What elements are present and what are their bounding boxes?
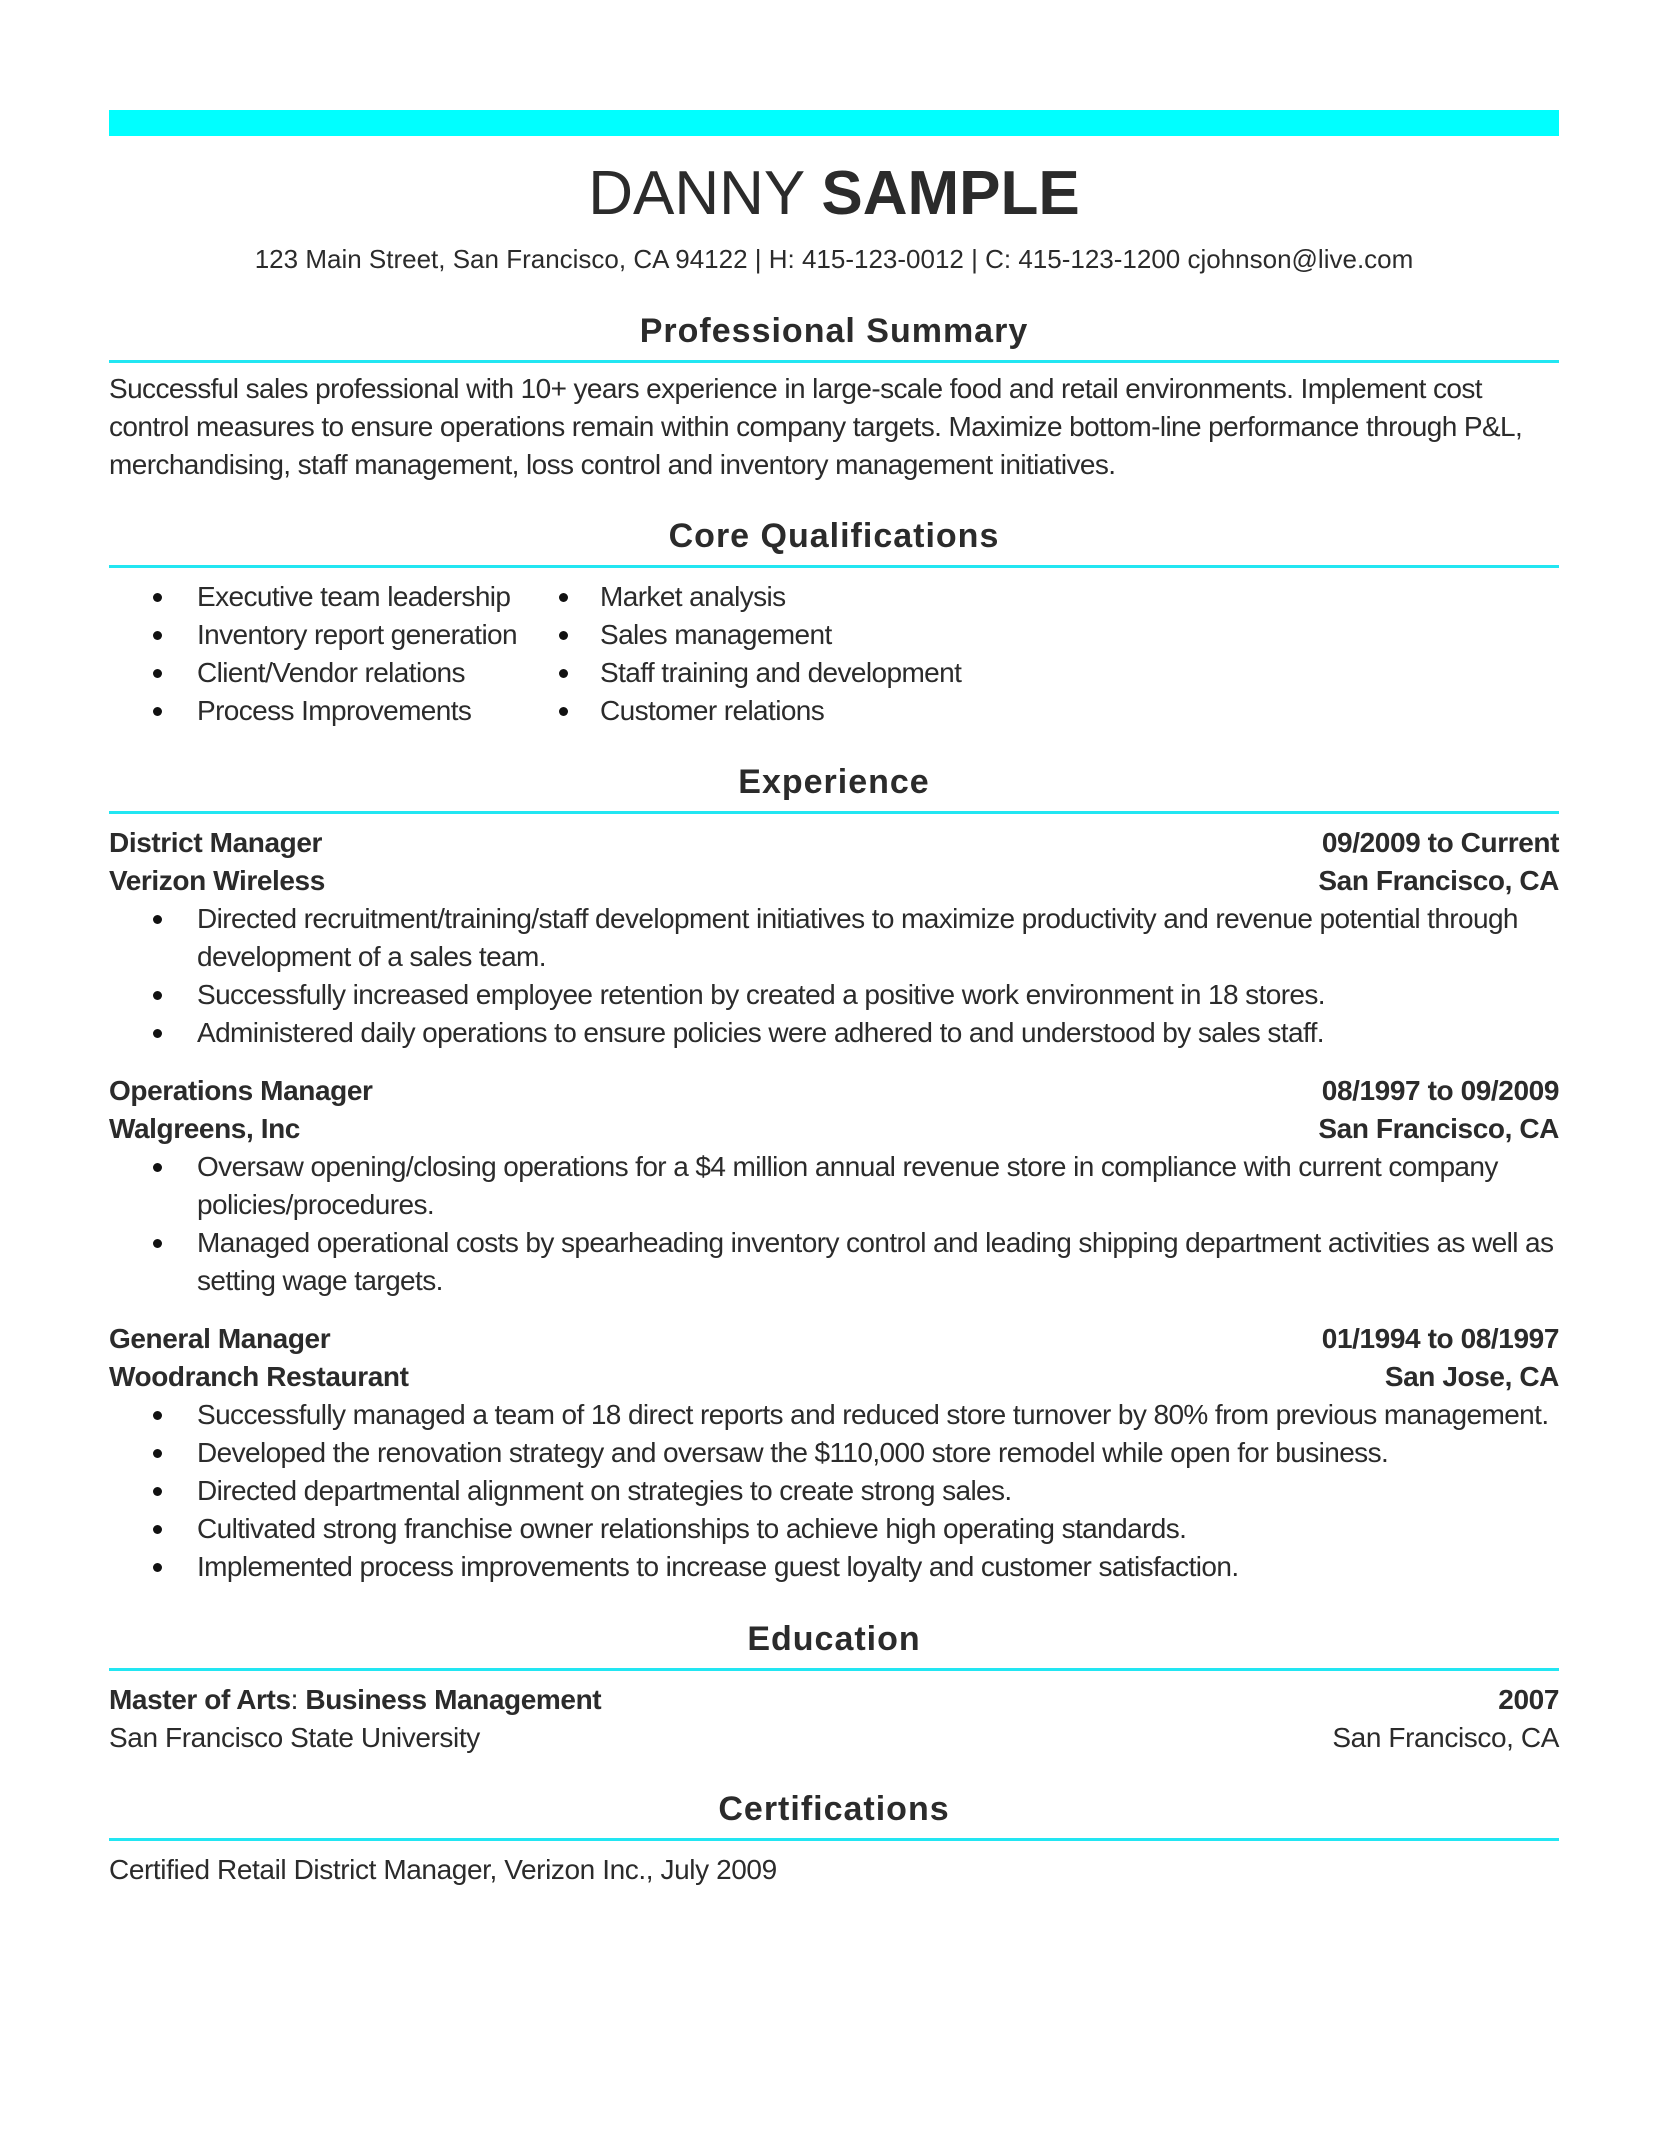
job-dates: 09/2009 to Current	[1321, 827, 1559, 858]
job-entry	[109, 824, 1559, 1052]
list-item: Client/Vendor relations	[109, 654, 559, 692]
list-item: Directed departmental alignment on strategies to create strong sales.	[109, 1472, 1559, 1510]
list-item: Implemented process improvements to increase guest loyalty and customer satisfaction.	[109, 1548, 1559, 1586]
list-item: Executive team leadership	[109, 578, 559, 616]
graduation-year: 2007	[1498, 1684, 1559, 1715]
job-bullets	[109, 1396, 1559, 1586]
accent-bar	[109, 110, 1559, 136]
degree-name: Master of Arts	[109, 1684, 291, 1715]
job-title: Operations Manager	[109, 1075, 373, 1106]
job-title-row	[109, 1072, 1559, 1110]
job-entry	[109, 1320, 1559, 1586]
list-item: Managed operational costs by spearheading inventory control and leading shipping department activities as well as setting wage targets.	[109, 1224, 1559, 1300]
list-item: Administered daily operations to ensure policies were adhered to and understood by sales staff.	[109, 1014, 1559, 1052]
job-company: Walgreens, Inc	[109, 1113, 300, 1144]
first-name: DANNY	[588, 159, 805, 228]
list-item: Sales management	[559, 616, 1159, 654]
job-bullets	[109, 1148, 1559, 1300]
job-company-row	[109, 1358, 1559, 1396]
job-company: Verizon Wireless	[109, 865, 325, 896]
list-item: Staff training and development	[559, 654, 1159, 692]
list-item: Market analysis	[559, 578, 1159, 616]
job-entry	[109, 1072, 1559, 1300]
contact-line: 123 Main Street, San Francisco, CA 94122 | H: 415-123-0012 | C: 415-123-1200 cjohnson@live.com	[254, 244, 1414, 274]
job-location: San Jose, CA	[1384, 1361, 1559, 1392]
job-title-row	[109, 1320, 1559, 1358]
certification-text: Certified Retail District Manager, Verizon Inc., July 2009	[109, 1854, 777, 1885]
certifications-rule	[109, 1838, 1559, 1841]
qualifications-rule	[109, 565, 1559, 568]
qualifications-column-2	[559, 578, 1159, 730]
degree-field: Business Management	[305, 1684, 602, 1715]
list-item: Customer relations	[559, 692, 1159, 730]
job-location: San Francisco, CA	[1318, 1113, 1559, 1144]
list-item: Cultivated strong franchise owner relationships to achieve high operating standards.	[109, 1510, 1559, 1548]
education-entry	[109, 1681, 1559, 1757]
job-company-row	[109, 862, 1559, 900]
job-title: District Manager	[109, 827, 322, 858]
qualifications-column-1	[109, 578, 559, 730]
education-rule	[109, 1668, 1559, 1671]
list-item: Successfully managed a team of 18 direct reports and reduced store turnover by 80% from previous management.	[109, 1396, 1559, 1434]
list-item: Successfully increased employee retention by created a positive work environment in 18 stores.	[109, 976, 1559, 1014]
job-bullets	[109, 900, 1559, 1052]
school-row	[109, 1719, 1559, 1757]
certifications-heading: Certifications	[718, 1790, 950, 1828]
job-title-row	[109, 824, 1559, 862]
school-location: San Francisco, CA	[1332, 1722, 1559, 1753]
list-item: Developed the renovation strategy and oversaw the $110,000 store remodel while open for business.	[109, 1434, 1559, 1472]
last-name: SAMPLE	[821, 159, 1080, 228]
list-item: Directed recruitment/training/staff development initiatives to maximize productivity and revenue potential through development of a sales team.	[109, 900, 1559, 976]
job-location: San Francisco, CA	[1318, 865, 1559, 896]
qualifications-heading: Core Qualifications	[668, 517, 1000, 555]
experience-heading: Experience	[738, 763, 930, 801]
list-item: Process Improvements	[109, 692, 559, 730]
summary-rule	[109, 360, 1559, 363]
job-dates: 01/1994 to 08/1997	[1321, 1323, 1559, 1354]
list-item: Inventory report generation	[109, 616, 559, 654]
job-company: Woodranch Restaurant	[109, 1361, 409, 1392]
job-title: General Manager	[109, 1323, 331, 1354]
education-heading: Education	[747, 1620, 921, 1658]
list-item: Oversaw opening/closing operations for a $4 million annual revenue store in compliance with current company policies/procedures.	[109, 1148, 1559, 1224]
degree-separator: :	[290, 1684, 306, 1715]
school-name: San Francisco State University	[109, 1722, 480, 1753]
experience-rule	[109, 811, 1559, 814]
degree-row	[109, 1681, 1559, 1719]
job-company-row	[109, 1110, 1559, 1148]
degree	[109, 1681, 601, 1719]
summary-heading: Professional Summary	[639, 312, 1029, 350]
candidate-name	[109, 155, 1559, 233]
job-dates: 08/1997 to 09/2009	[1321, 1075, 1559, 1106]
summary-text: Successful sales professional with 10+ years experience in large-scale food and retail environments. Implement cost control measures to ensure operations remain within company targets. Maximize bottom-line performance through P&L, merchandising, staff management, loss control and inventory management initiatives.	[109, 373, 1523, 480]
qualifications-list	[109, 578, 1559, 730]
